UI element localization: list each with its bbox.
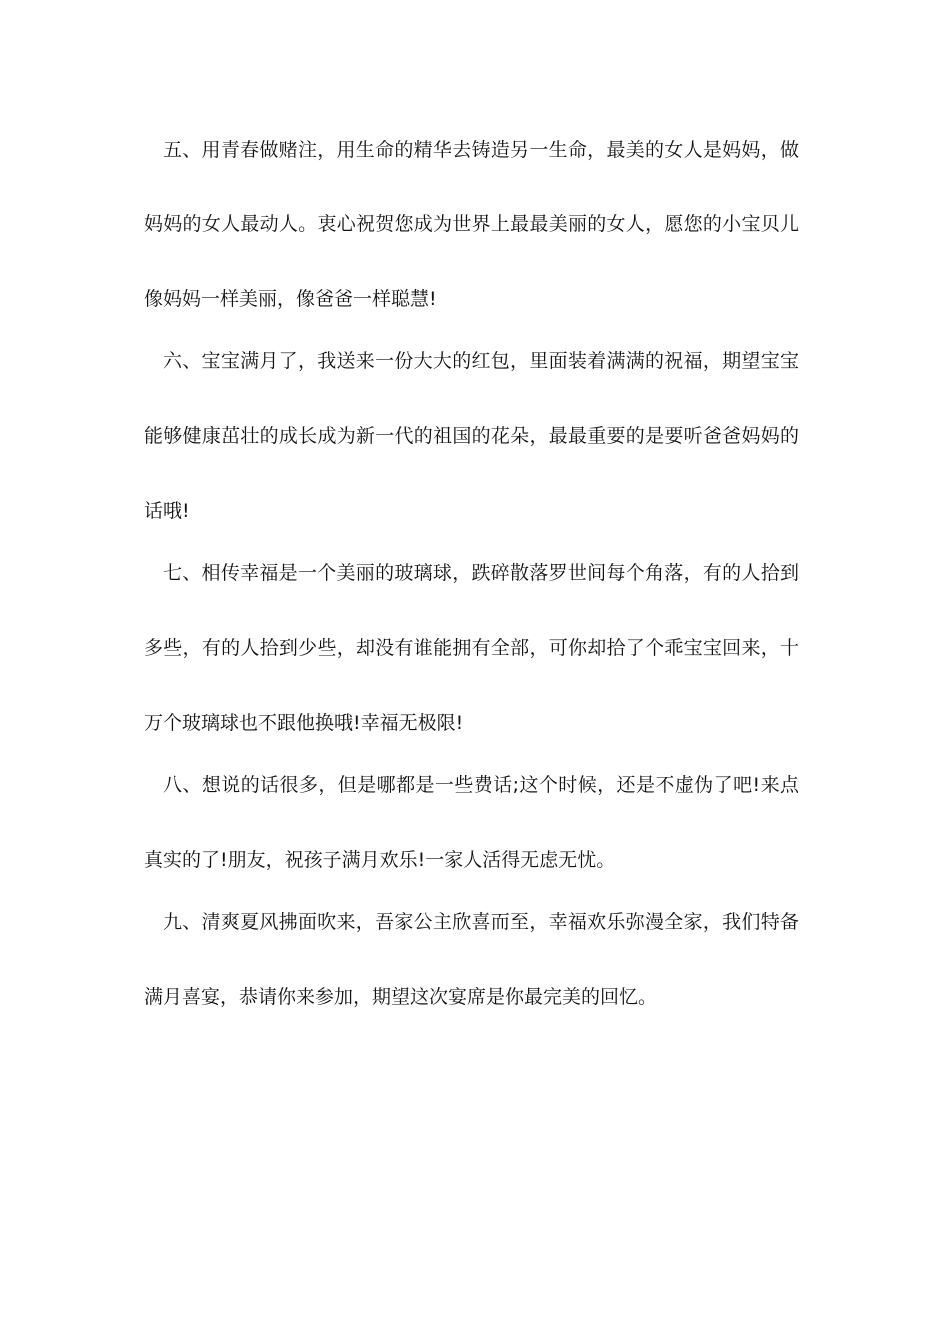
- paragraph-5-line-1: 五、用青春做赌注，用生命的精华去铸造另一生命，最美的女人是妈妈，做: [163, 139, 799, 161]
- paragraph-5-line-2: 妈妈的女人最动人。衷心祝贺您成为世界上最最美丽的女人，愿您的小宝贝儿: [144, 213, 799, 235]
- paragraph-9-line-2: 满月喜宴，恭请你来参加，期望这次宴席是你最完美的回忆。: [144, 986, 658, 1008]
- paragraph-6-line-2: 能够健康茁壮的成长成为新一代的祖国的花朵，最最重要的是要听爸爸妈妈的: [144, 425, 799, 447]
- paragraph-7-line-1: 七、相传幸福是一个美丽的玻璃球，跌碎散落罗世间每个角落，有的人拾到: [163, 562, 799, 584]
- paragraph-8-line-2: 真实的了!朋友，祝孩子满月欢乐!一家人活得无虑无忧。: [144, 849, 616, 871]
- paragraph-7-line-2: 多些，有的人拾到少些，却没有谁能拥有全部，可你却拾了个乖宝宝回来，十: [144, 637, 799, 659]
- paragraph-8-line-1: 八、想说的话很多，但是哪都是一些费话;这个时候，还是不虚伪了吧!来点: [163, 774, 799, 796]
- paragraph-9-line-1: 九、清爽夏风拂面吹来，吾家公主欣喜而至，幸福欢乐弥漫全家，我们特备: [163, 911, 799, 933]
- paragraph-6-line-3: 话哦!: [144, 500, 190, 522]
- paragraph-7-line-3: 万个玻璃球也不跟他换哦!幸福无极限!: [144, 712, 464, 734]
- paragraph-5-line-3: 像妈妈一样美丽，像爸爸一样聪慧!: [144, 288, 437, 310]
- paragraph-6-line-1: 六、宝宝满月了，我送来一份大大的红包，里面装着满满的祝福，期望宝宝: [163, 350, 799, 372]
